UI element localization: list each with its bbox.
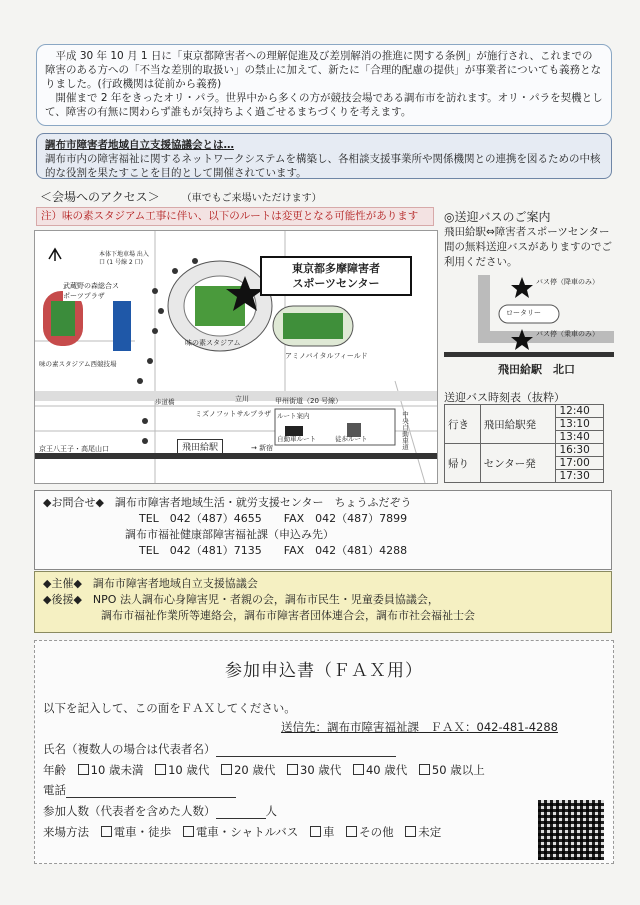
- map-shinjuku-label: → 新宿: [251, 444, 274, 452]
- method-option: 電車・シャトルバス: [195, 825, 299, 839]
- timetable-row: [445, 444, 604, 457]
- method-checkbox[interactable]: [101, 826, 112, 837]
- sponsor-main-label: ◆主催◆: [43, 577, 82, 590]
- form-sendto: 送信先：調布市障害福祉課 ＦＡＸ：042-481-4288: [281, 720, 558, 734]
- bus-stop-board: バス停（乗車のみ）: [536, 330, 599, 338]
- contact-tel1: TEL 042（487）4655: [139, 512, 262, 525]
- map-station-label: 飛田給駅: [177, 439, 223, 454]
- method-option: 車: [322, 825, 335, 839]
- map-chuo-label: 中央自動車道: [401, 411, 409, 450]
- age-checkbox[interactable]: [78, 764, 89, 775]
- name-field[interactable]: [216, 743, 396, 757]
- count-field[interactable]: [216, 805, 266, 819]
- map-nishi-label: 味の素スタジアム西競技場: [39, 360, 117, 368]
- sponsor-back-label: ◆後援◆: [43, 593, 82, 606]
- intro-box: [36, 44, 612, 126]
- map-stadium-label: 味の素スタジアム: [185, 339, 241, 347]
- method-option: 未定: [418, 825, 442, 839]
- form-count-unit: 人: [265, 804, 277, 818]
- tt-dir-go: 行き: [445, 405, 481, 444]
- form-method-label: 来場方法: [43, 825, 89, 839]
- tt-time: 13:10: [556, 418, 604, 431]
- method-option: 電車・徒歩: [113, 825, 172, 839]
- map-koshu-label: 甲州街道（20 号線）: [275, 397, 343, 405]
- contact-fax1: FAX 042（487）7899: [283, 512, 408, 525]
- bus-timetable: [444, 404, 604, 483]
- map-venue-label: 東京都多摩障害者 スポーツセンター: [292, 262, 380, 290]
- bus-rotary: ロータリー: [506, 309, 541, 317]
- sponsor-main: 調布市障害者地域自立支援協議会: [92, 577, 258, 590]
- map-legend-walk: 徒歩ルート: [335, 435, 368, 443]
- contact-org1: 調布市障害者地域生活・就労支援センター ちょうふだぞう: [114, 496, 412, 509]
- bus-title: ◎送迎バスのご案内: [444, 210, 551, 224]
- council-title: 調布市障害者地域自立支援協議会とは…: [45, 139, 234, 151]
- application-form: [34, 640, 614, 864]
- tt-from-back: センター発: [480, 444, 556, 483]
- access-title: ＜会場へのアクセス＞: [40, 190, 160, 204]
- tt-from-go: 飛田給駅発: [480, 405, 556, 444]
- map-musashino-label: 武蔵野の森総合スポーツプラザ: [63, 281, 123, 301]
- age-option: 30 歳代: [300, 763, 342, 777]
- phone-field[interactable]: [66, 784, 236, 798]
- age-checkbox[interactable]: [155, 764, 166, 775]
- method-checkbox[interactable]: [346, 826, 357, 837]
- age-option: 10 歳代: [168, 763, 210, 777]
- tt-dir-back: 帰り: [445, 444, 481, 483]
- age-checkbox[interactable]: [221, 764, 232, 775]
- method-option: その他: [359, 825, 394, 839]
- contact-box: [34, 490, 612, 570]
- contact-tel2: TEL 042（481）7135: [139, 544, 262, 557]
- bus-map: [444, 267, 614, 385]
- access-note: （車でもご来場いただけます）: [181, 193, 322, 204]
- council-body: 調布市内の障害福祉に関するネットワークシステムを構築し、各相談支援事業所や関係機関との連携を図るための中核的な役割を果たすことを目的として開催されています。: [45, 153, 601, 179]
- sponsor-box: [34, 571, 612, 633]
- map-mizuno-label: ミズノフットサルプラザ: [195, 410, 272, 418]
- tt-time: 17:30: [556, 470, 604, 483]
- method-checkbox[interactable]: [183, 826, 194, 837]
- age-checkbox[interactable]: [287, 764, 298, 775]
- map-legend-title: ルート案内: [277, 412, 310, 420]
- sponsor-back2: 調布市福祉作業所等連絡会，調布市障害者団体連合会，調布市社会福祉士会: [101, 609, 475, 622]
- sponsor-back1: NPO 法人調布心身障害児・者親の会，調布市民生・児童委員協議会，: [92, 593, 439, 606]
- access-map: [34, 230, 438, 484]
- tt-time: 16:30: [556, 444, 604, 457]
- contact-label: ◆お問合せ◆: [43, 496, 104, 509]
- form-age-label: 年齢: [43, 763, 66, 777]
- tt-time: 12:40: [556, 405, 604, 418]
- method-checkbox[interactable]: [310, 826, 321, 837]
- age-option: 50 歳以上: [431, 763, 485, 777]
- map-legend-car: 自動車ルート: [277, 435, 316, 443]
- map-underpass-label: 本体下地車場 出入口 (1 号線 2 口): [99, 251, 149, 266]
- age-option: 20 歳代: [234, 763, 276, 777]
- age-option: 10 歳未満: [90, 763, 144, 777]
- bus-station: 飛田給駅 北口: [498, 363, 575, 376]
- method-checkbox[interactable]: [405, 826, 416, 837]
- bus-stop-drop: バス停（降車のみ）: [536, 278, 599, 286]
- age-option: 40 歳代: [365, 763, 408, 777]
- form-instruction: 以下を記入して、この面をＦＡＸしてください。: [43, 701, 296, 715]
- age-checkbox[interactable]: [353, 764, 364, 775]
- tt-time: 17:00: [556, 457, 604, 470]
- form-name-label: 氏名（複数人の場合は代表者名）: [43, 742, 216, 756]
- bus-desc: 飛田給駅⇔障害者スポーツセンター間の無料送迎バスがありますのでご利用ください。: [444, 226, 612, 268]
- map-hachioji-label: 京王八王子・高尾山口: [39, 445, 109, 453]
- contact-org2: 調布市福祉健康部障害福祉課（申込み先）: [125, 528, 334, 541]
- timetable-title: 送迎バス時刻表（抜粋）: [444, 391, 565, 404]
- intro-paragraph-2: 開催まで 2 年をきったオリ・パラ。世界中から多くの方が競技会場である調布市を訪れます。オリ・パラを契機として、障害の有無に関わらず誰もが気持ちよく過ごせるまちづくりを考えます。: [45, 92, 603, 118]
- qr-code: [538, 800, 604, 860]
- access-heading: [40, 188, 322, 205]
- map-tachikawa-label: 立川: [235, 395, 249, 403]
- form-phone-label: 電話: [43, 783, 66, 797]
- contact-fax2: FAX 042（481）4288: [283, 544, 408, 557]
- timetable-row: [445, 405, 604, 418]
- age-checkbox[interactable]: [419, 764, 430, 775]
- access-warning: 注）味の素スタジアム工事に伴い、以下のルートは変更となる可能性があります: [36, 207, 434, 226]
- form-title: 参加申込書（ＦＡＸ用）: [225, 661, 423, 681]
- form-count-label: 参加人数（代表者を含めた人数）: [43, 804, 216, 818]
- map-amino-label: アミノバイタルフィールド: [285, 352, 368, 360]
- tt-time: 13:40: [556, 431, 604, 444]
- intro-paragraph-1: 平成 30 年 10 月 1 日に「東京都障害者への理解促進及び差別解消の推進に関する条例」が施行され、これまでの障害のある方への「不当な差別的取扱い」の禁止に加えて、新たに「合理的配慮の提供」が事業者についても義務となりました。(行政機関は従前から義務): [45, 50, 602, 90]
- council-box: [36, 133, 612, 179]
- map-hodo-label: 歩道橋: [155, 398, 175, 406]
